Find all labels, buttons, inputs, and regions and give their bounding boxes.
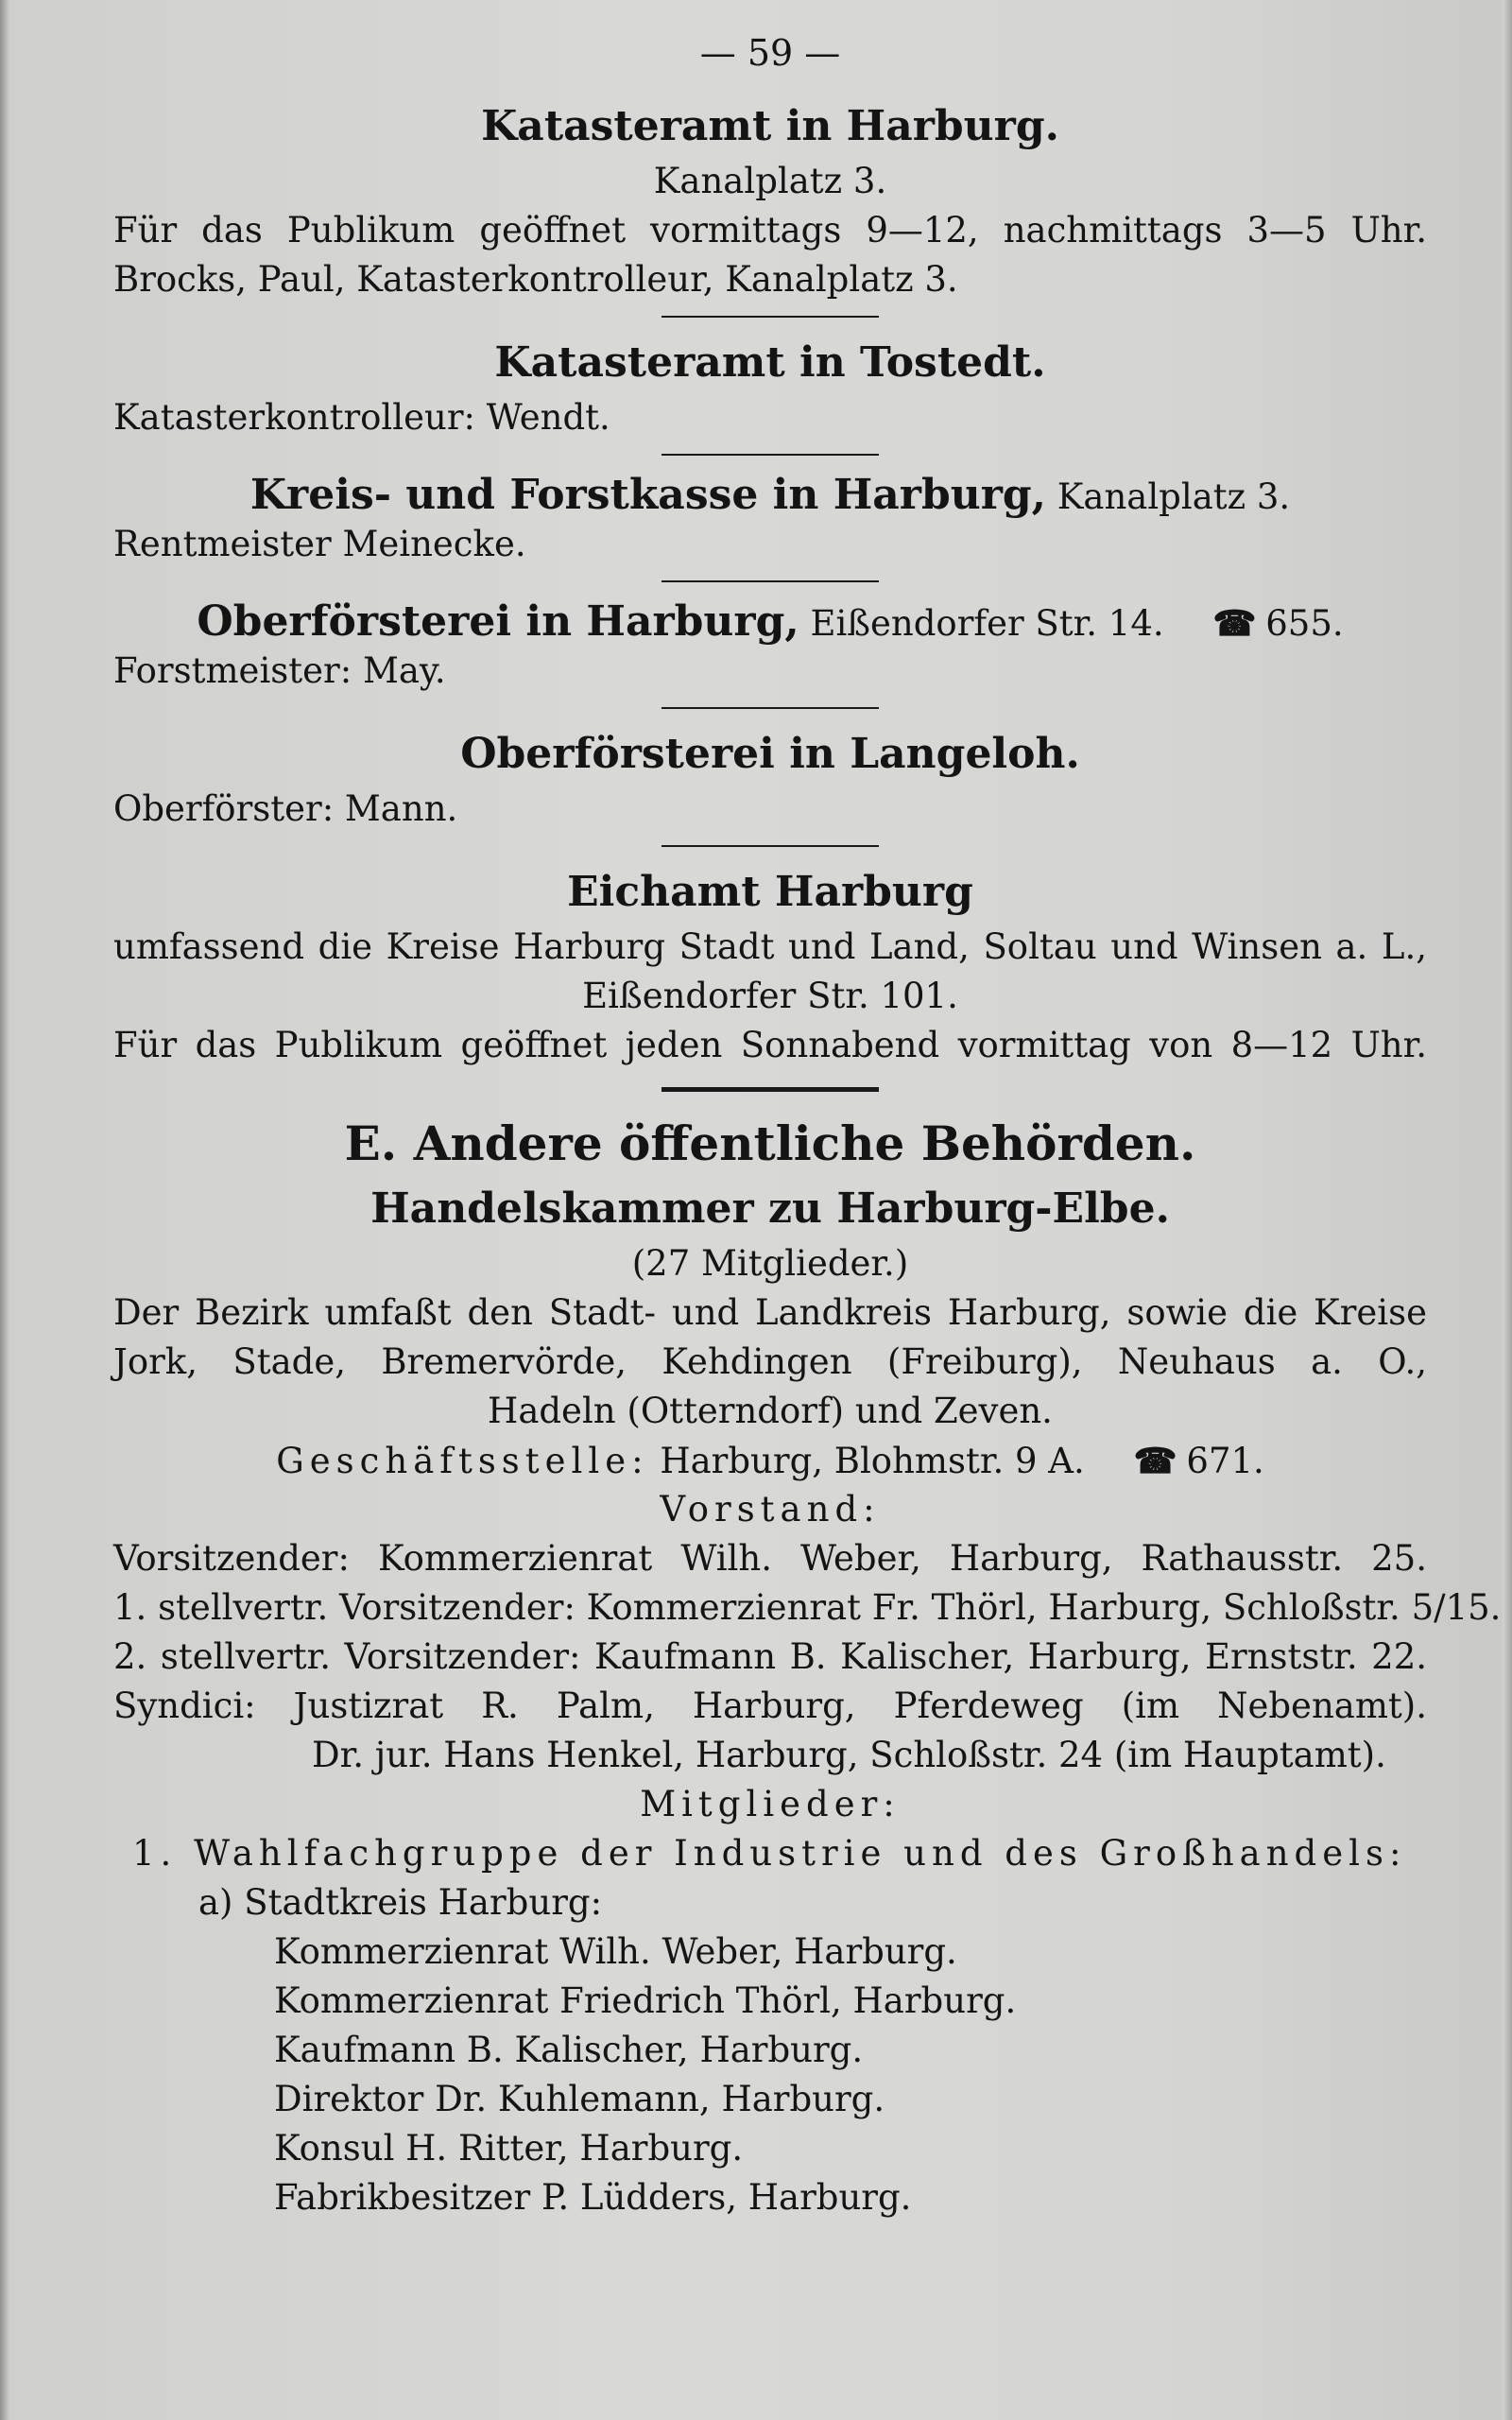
member-entry: Konsul H. Ritter, Harburg. <box>274 2128 744 2169</box>
kreis-forstkasse-line <box>113 471 1427 520</box>
telephone-icon: ☎ <box>1133 1440 1176 1481</box>
handelskammer-district-line-1: Der Bezirk umfaßt den Stadt- und Landkreis Harburg, sowie die Kreise <box>113 1292 1427 1333</box>
members-heading: Mitglieder: <box>640 1784 901 1824</box>
oberfoersterei-harburg-address: Eißendorfer Str. 14. <box>810 603 1164 644</box>
heading-katasteramt-harburg: Katasteramt in Harburg. <box>481 102 1059 150</box>
heading-oberfoersterei-langeloh: Oberförsterei in Langeloh. <box>460 730 1080 778</box>
heading-handelskammer: Handelskammer zu Harburg-Elbe. <box>370 1184 1170 1233</box>
member-entry: Direktor Dr. Kuhlemann, Harburg. <box>274 2079 885 2119</box>
divider <box>662 707 879 709</box>
handelskammer-district-line-2: Jork, Stade, Bremervörde, Kehdingen (Freiburg), Neuhaus a. O., <box>113 1341 1427 1382</box>
eichamt-line-1: umfassend die Kreise Harburg Stadt und Land, Soltau und Winsen a. L., <box>113 926 1427 967</box>
heading-oberfoersterei-harburg: Oberförsterei in Harburg, <box>197 597 799 646</box>
board-entry: Vorsitzender: Kommerzienrat Wilh. Weber, Harburg, Rathausstr. 25. <box>113 1538 1427 1579</box>
board-entry: 1. stellvertr. Vorsitzender: Kommerzienrat Fr. Thörl, Harburg, Schloßstr. 5/15. <box>113 1587 1502 1628</box>
katasteramt-harburg-address: Kanalplatz 3. <box>653 161 887 201</box>
handelskammer-district-line-3: Hadeln (Otterndorf) und Zeven. <box>488 1391 1053 1431</box>
handelskammer-office-line <box>113 1436 1427 1485</box>
section-divider <box>662 1087 879 1092</box>
member-subgroup-a: a) Stadtkreis Harburg: <box>198 1882 603 1923</box>
office-label: Geschäftsstelle: <box>276 1441 649 1481</box>
heading-part-e: E. Andere öffentliche Behörden. <box>344 1115 1196 1171</box>
board-entry: Dr. jur. Hans Henkel, Harburg, Schloßstr. 24 (im Hauptamt). <box>312 1735 1386 1775</box>
telephone-icon: ☎ <box>1212 602 1255 644</box>
divider <box>662 454 879 456</box>
page-number: — 59 — <box>699 32 841 74</box>
divider <box>662 316 879 318</box>
page-right-edge <box>1503 0 1512 2420</box>
heading-katasteramt-tostedt: Katasteramt in Tostedt. <box>494 338 1046 387</box>
oberfoersterei-harburg-contact: Forstmeister: May. <box>113 650 446 691</box>
katasteramt-harburg-contact: Brocks, Paul, Katasterkontrolleur, Kanalplatz 3. <box>113 259 958 300</box>
member-entry: Fabrikbesitzer P. Lüdders, Harburg. <box>274 2177 912 2218</box>
eichamt-hours: Für das Publikum geöffnet jeden Sonnabend vormittag von 8—12 Uhr. <box>113 1025 1427 1065</box>
oberfoersterei-harburg-line <box>113 597 1427 647</box>
katasteramt-tostedt-contact: Katasterkontrolleur: Wendt. <box>113 397 610 438</box>
office-address: Harburg, Blohmstr. 9 A. <box>660 1441 1085 1481</box>
member-group-1: 1. Wahlfachgruppe der Industrie und des Großhandels: <box>132 1833 1407 1874</box>
board-entry: 2. stellvertr. Vorsitzender: Kaufmann B. Kalischer, Harburg, Ernststr. 22. <box>113 1636 1427 1677</box>
board-heading: Vorstand: <box>660 1489 881 1530</box>
heading-eichamt: Eichamt Harburg <box>567 868 973 916</box>
divider <box>662 580 879 582</box>
board-entry: Syndici: Justizrat R. Palm, Harburg, Pferdeweg (im Nebenamt). <box>113 1685 1427 1726</box>
member-entry: Kaufmann B. Kalischer, Harburg. <box>274 2030 864 2070</box>
oberfoersterei-langeloh-contact: Oberförster: Mann. <box>113 788 458 829</box>
eichamt-line-2: Eißendorfer Str. 101. <box>582 976 958 1016</box>
member-entry: Kommerzienrat Wilh. Weber, Harburg. <box>274 1931 957 1972</box>
page-left-edge <box>0 0 9 2420</box>
katasteramt-harburg-hours: Für das Publikum geöffnet vormittags 9—12, nachmittags 3—5 Uhr. <box>113 210 1427 251</box>
handelskammer-members-count: (27 Mitglieder.) <box>631 1243 909 1284</box>
member-entry: Kommerzienrat Friedrich Thörl, Harburg. <box>274 1980 1017 2021</box>
kreis-forstkasse-contact: Rentmeister Meinecke. <box>113 524 526 564</box>
kreis-forstkasse-address: Kanalplatz 3. <box>1057 476 1291 517</box>
office-phone: 671. <box>1186 1441 1264 1481</box>
oberfoersterei-harburg-phone: 655. <box>1265 603 1344 644</box>
heading-kreis-forstkasse: Kreis- und Forstkasse in Harburg, <box>249 471 1046 519</box>
divider <box>662 845 879 847</box>
